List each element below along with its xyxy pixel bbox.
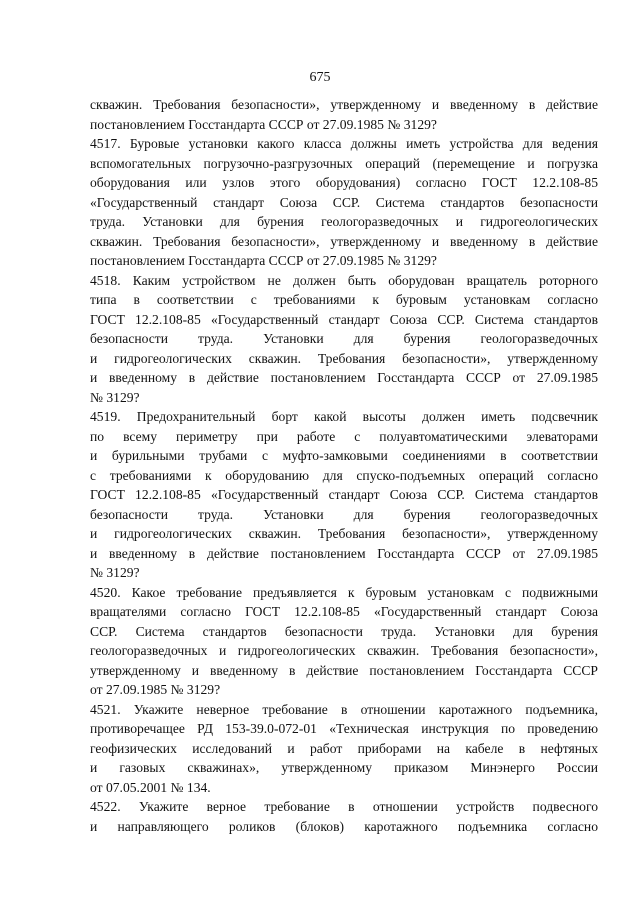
text-line: и гидрогеологических скважин. Требования безопасности», утвержденному	[90, 526, 598, 541]
text-line: с требованиями к оборудованию для спуско-подъемных операций согласно	[90, 467, 598, 483]
text-line: скважин. Требования безопасности», утвержденному и введенному в действие	[90, 233, 598, 249]
text-line: ГОСТ 12.2.108-85 «Государственный стандарт Союза ССР. Система стандартов	[90, 487, 598, 502]
text-line: противоречащее РД 153-39.0-072-01 «Техническая инструкция по проведению	[90, 721, 598, 736]
text-line: от 27.09.1985 № 3129?	[90, 682, 221, 697]
text-line: «Государственный стандарт Союза ССР. Система стандартов безопасности	[90, 194, 598, 210]
text-line: и введенному в действие постановлением Госстандарта СССР от 27.09.1985	[90, 545, 598, 561]
page-body	[90, 95, 598, 836]
text-line: вспомогательных погрузочно-разгрузочных операций (перемещение и погрузка	[90, 155, 598, 171]
text-line: 4521. Укажите неверное требование в отношении каротажного подъемника,	[90, 701, 598, 717]
text-line: вращателями согласно ГОСТ 12.2.108-85 «Государственный стандарт Союза	[90, 604, 598, 619]
text-line: труда. Установки для бурения геологоразведочных и гидрогеологических	[90, 214, 598, 229]
text-line: 4520. Какое требование предъявляется к буровым установкам с подвижными	[90, 584, 598, 600]
text-line: безопасности труда. Установки для бурения геологоразведочных	[90, 331, 598, 346]
text-line: постановлением Госстандарта СССР от 27.09.1985 № 3129?	[90, 253, 437, 268]
text-line: утвержденному и введенному в действие постановлением Госстандарта СССР	[90, 662, 598, 678]
text-line: геологоразведочных и гидрогеологических скважин. Требования безопасности»,	[90, 643, 598, 658]
text-line: № 3129?	[90, 565, 140, 580]
text-line: безопасности труда. Установки для бурения геологоразведочных	[90, 506, 598, 522]
text-line: и газовых скважинах», утвержденному приказом Минэнерго России	[90, 760, 598, 775]
text-line: ГОСТ 12.2.108-85 «Государственный стандарт Союза ССР. Система стандартов	[90, 311, 598, 327]
text-line: постановлением Госстандарта СССР от 27.09.1985 № 3129?	[90, 116, 437, 132]
page-number: 675	[309, 70, 331, 85]
text-line: и направляющего роликов (блоков) каротажного подъемника согласно	[90, 818, 598, 834]
text-line: геофизических исследований и работ приборами на кабеле в нефтяных	[90, 740, 598, 756]
text-line: по всему периметру при работе с полуавтоматическими элеваторами	[90, 428, 598, 444]
text-line: ССР. Система стандартов безопасности труда. Установки для бурения	[90, 623, 598, 639]
text-line: 4518. Каким устройством не должен быть оборудован вращатель роторного	[90, 272, 598, 288]
text-line: 4522. Укажите верное требование в отношении устройств подвесного	[90, 799, 598, 814]
text-line: от 07.05.2001 № 134.	[90, 779, 211, 795]
text-line: и введенному в действие постановлением Госстандарта СССР от 27.09.1985	[90, 370, 598, 385]
text-line: 4517. Буровые установки какого класса должны иметь устройства для ведения	[90, 136, 598, 151]
text-line: и бурильными трубами с муфто-замковыми соединениями в соответствии	[90, 448, 598, 463]
text-line: и гидрогеологических скважин. Требования безопасности», утвержденному	[90, 350, 598, 366]
text-line: скважин. Требования безопасности», утвержденному и введенному в действие	[90, 97, 598, 112]
text-line: оборудования или узлов этого оборудования) согласно ГОСТ 12.2.108-85	[90, 175, 598, 190]
text-line: № 3129?	[90, 389, 140, 405]
text-line: типа в соответствии с требованиями к буровым установкам согласно	[90, 292, 598, 307]
text-line: 4519. Предохранительный борт какой высоты должен иметь подсвечник	[90, 409, 598, 424]
